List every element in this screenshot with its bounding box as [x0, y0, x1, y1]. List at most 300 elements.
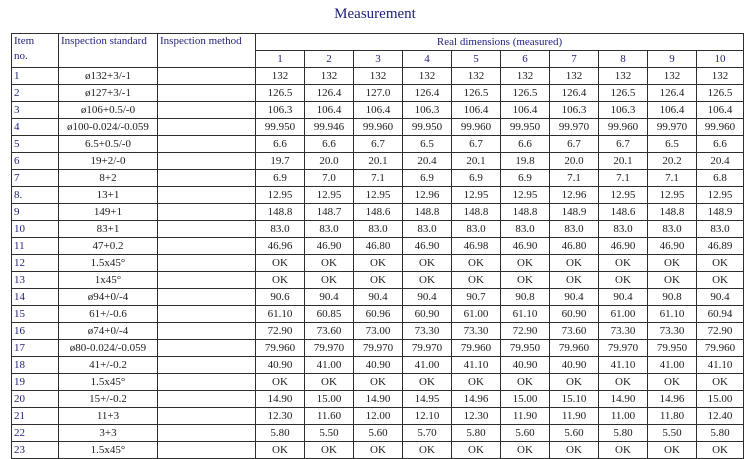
- inspection-method-cell: [158, 323, 256, 340]
- measured-value-cell: 14.96: [648, 391, 697, 408]
- measured-value-cell: 90.8: [648, 289, 697, 306]
- measured-value-cell: OK: [697, 374, 744, 391]
- measured-value-cell: 79.970: [305, 340, 354, 357]
- measured-value-cell: 20.4: [697, 153, 744, 170]
- header-real-dimensions: Real dimensions (measured): [256, 34, 744, 51]
- measured-value-cell: 12.95: [452, 187, 501, 204]
- measured-value-cell: 7.0: [305, 170, 354, 187]
- measured-value-cell: 7.1: [648, 170, 697, 187]
- measured-value-cell: 14.90: [256, 391, 305, 408]
- measured-value-cell: 12.00: [354, 408, 403, 425]
- measured-value-cell: 60.94: [697, 306, 744, 323]
- measured-value-cell: 7.1: [354, 170, 403, 187]
- measured-value-cell: 41.00: [403, 357, 452, 374]
- measured-value-cell: 60.85: [305, 306, 354, 323]
- measured-value-cell: OK: [599, 272, 648, 289]
- measured-value-cell: 61.00: [452, 306, 501, 323]
- measured-value-cell: 99.960: [354, 119, 403, 136]
- measured-value-cell: 6.6: [256, 136, 305, 153]
- inspection-method-cell: [158, 340, 256, 357]
- measured-value-cell: 126.4: [648, 85, 697, 102]
- measured-value-cell: 19.8: [501, 153, 550, 170]
- measured-value-cell: 126.5: [256, 85, 305, 102]
- measured-value-cell: 148.8: [256, 204, 305, 221]
- measured-value-cell: 83.0: [648, 221, 697, 238]
- measured-value-cell: 15.00: [501, 391, 550, 408]
- measured-value-cell: OK: [354, 374, 403, 391]
- measured-value-cell: 6.9: [256, 170, 305, 187]
- measured-value-cell: 61.10: [648, 306, 697, 323]
- measured-value-cell: OK: [501, 272, 550, 289]
- inspection-method-cell: [158, 357, 256, 374]
- table-row: [12, 221, 744, 238]
- item-number-cell: 6: [12, 153, 59, 170]
- measured-value-cell: 132: [256, 68, 305, 85]
- table-row: [12, 204, 744, 221]
- measured-value-cell: 41.00: [305, 357, 354, 374]
- measured-value-cell: 79.950: [648, 340, 697, 357]
- item-number-cell: 13: [12, 272, 59, 289]
- measured-value-cell: 79.970: [403, 340, 452, 357]
- inspection-method-cell: [158, 238, 256, 255]
- measured-value-cell: OK: [256, 374, 305, 391]
- measured-value-cell: 90.4: [403, 289, 452, 306]
- measured-value-cell: OK: [452, 272, 501, 289]
- measured-value-cell: 20.2: [648, 153, 697, 170]
- measured-value-cell: 72.90: [256, 323, 305, 340]
- measured-value-cell: 12.95: [305, 187, 354, 204]
- inspection-method-cell: [158, 442, 256, 459]
- measured-value-cell: 40.90: [501, 357, 550, 374]
- header-measurement-6: 6: [501, 51, 550, 68]
- inspection-standard-cell: ø80-0.024/-0.059: [59, 340, 158, 357]
- measured-value-cell: OK: [403, 442, 452, 459]
- table-row: [12, 289, 744, 306]
- measured-value-cell: 126.4: [550, 85, 599, 102]
- inspection-standard-cell: 6.5+0.5/-0: [59, 136, 158, 153]
- measured-value-cell: 5.60: [501, 425, 550, 442]
- measured-value-cell: 106.4: [697, 102, 744, 119]
- table-row: [12, 187, 744, 204]
- table-row: [12, 374, 744, 391]
- inspection-standard-cell: 1.5x45°: [59, 255, 158, 272]
- measured-value-cell: OK: [305, 255, 354, 272]
- measured-value-cell: 79.950: [501, 340, 550, 357]
- measured-value-cell: 6.7: [599, 136, 648, 153]
- item-number-cell: 17: [12, 340, 59, 357]
- measured-value-cell: OK: [648, 272, 697, 289]
- inspection-method-cell: [158, 153, 256, 170]
- measured-value-cell: OK: [550, 272, 599, 289]
- measured-value-cell: 73.30: [599, 323, 648, 340]
- inspection-method-cell: [158, 255, 256, 272]
- table-row: [12, 272, 744, 289]
- measured-value-cell: 6.7: [550, 136, 599, 153]
- inspection-method-cell: [158, 170, 256, 187]
- measured-value-cell: OK: [501, 442, 550, 459]
- measured-value-cell: 46.80: [550, 238, 599, 255]
- measured-value-cell: 12.95: [599, 187, 648, 204]
- measured-value-cell: 5.80: [599, 425, 648, 442]
- measured-value-cell: 83.0: [403, 221, 452, 238]
- measured-value-cell: 148.7: [305, 204, 354, 221]
- table-row: [12, 136, 744, 153]
- measured-value-cell: 46.89: [697, 238, 744, 255]
- measured-value-cell: 12.95: [697, 187, 744, 204]
- measured-value-cell: 6.6: [305, 136, 354, 153]
- measured-value-cell: 79.970: [599, 340, 648, 357]
- inspection-method-cell: [158, 119, 256, 136]
- measured-value-cell: 106.3: [403, 102, 452, 119]
- measured-value-cell: 99.960: [697, 119, 744, 136]
- measured-value-cell: 12.40: [697, 408, 744, 425]
- measured-value-cell: 60.96: [354, 306, 403, 323]
- measured-value-cell: OK: [452, 255, 501, 272]
- measured-value-cell: 41.10: [452, 357, 501, 374]
- measured-value-cell: 132: [354, 68, 403, 85]
- inspection-method-cell: [158, 391, 256, 408]
- measured-value-cell: 148.6: [354, 204, 403, 221]
- item-number-cell: 7: [12, 170, 59, 187]
- table-row: [12, 442, 744, 459]
- measured-value-cell: 6.6: [501, 136, 550, 153]
- table-row: [12, 102, 744, 119]
- measured-value-cell: OK: [648, 255, 697, 272]
- measured-value-cell: 7.1: [599, 170, 648, 187]
- measured-value-cell: 83.0: [501, 221, 550, 238]
- item-number-cell: 20: [12, 391, 59, 408]
- inspection-standard-cell: 1.5x45°: [59, 374, 158, 391]
- table-row: [12, 85, 744, 102]
- measured-value-cell: 40.90: [550, 357, 599, 374]
- measured-value-cell: 90.6: [256, 289, 305, 306]
- measured-value-cell: 46.90: [648, 238, 697, 255]
- measured-value-cell: 83.0: [550, 221, 599, 238]
- measured-value-cell: OK: [697, 255, 744, 272]
- measured-value-cell: 46.90: [599, 238, 648, 255]
- inspection-standard-cell: 83+1: [59, 221, 158, 238]
- table-row: [12, 153, 744, 170]
- measured-value-cell: OK: [550, 374, 599, 391]
- measured-value-cell: 73.30: [648, 323, 697, 340]
- header-inspection-method: Inspection method: [158, 34, 256, 68]
- measured-value-cell: 99.950: [256, 119, 305, 136]
- measured-value-cell: 14.96: [452, 391, 501, 408]
- measured-value-cell: OK: [403, 255, 452, 272]
- measured-value-cell: 148.6: [599, 204, 648, 221]
- measured-value-cell: 148.8: [403, 204, 452, 221]
- measured-value-cell: 20.1: [599, 153, 648, 170]
- measured-value-cell: 12.95: [354, 187, 403, 204]
- measured-value-cell: 12.96: [550, 187, 599, 204]
- inspection-standard-cell: 47+0.2: [59, 238, 158, 255]
- item-number-cell: 8.: [12, 187, 59, 204]
- item-number-cell: 23: [12, 442, 59, 459]
- measured-value-cell: 19.7: [256, 153, 305, 170]
- measured-value-cell: 20.0: [305, 153, 354, 170]
- table-row: [12, 408, 744, 425]
- item-number-cell: 9: [12, 204, 59, 221]
- inspection-method-cell: [158, 306, 256, 323]
- measured-value-cell: 15.00: [697, 391, 744, 408]
- item-number-cell: 15: [12, 306, 59, 323]
- inspection-standard-cell: 19+2/-0: [59, 153, 158, 170]
- measured-value-cell: 46.98: [452, 238, 501, 255]
- measured-value-cell: 90.4: [599, 289, 648, 306]
- measured-value-cell: OK: [452, 442, 501, 459]
- measured-value-cell: OK: [403, 374, 452, 391]
- inspection-standard-cell: ø106+0.5/-0: [59, 102, 158, 119]
- measured-value-cell: 12.95: [648, 187, 697, 204]
- table-row: [12, 425, 744, 442]
- measured-value-cell: 6.8: [697, 170, 744, 187]
- measured-value-cell: 72.90: [697, 323, 744, 340]
- measured-value-cell: 132: [697, 68, 744, 85]
- measured-value-cell: 6.9: [452, 170, 501, 187]
- measured-value-cell: 99.960: [599, 119, 648, 136]
- inspection-standard-cell: 61+/-0.6: [59, 306, 158, 323]
- measured-value-cell: 99.950: [403, 119, 452, 136]
- measured-value-cell: OK: [697, 442, 744, 459]
- measured-value-cell: 6.7: [452, 136, 501, 153]
- measured-value-cell: 14.90: [354, 391, 403, 408]
- measured-value-cell: 14.95: [403, 391, 452, 408]
- measured-value-cell: OK: [305, 272, 354, 289]
- measured-value-cell: 73.60: [550, 323, 599, 340]
- measurement-table: [11, 33, 744, 459]
- measured-value-cell: 126.4: [305, 85, 354, 102]
- inspection-standard-cell: 41+/-0.2: [59, 357, 158, 374]
- measured-value-cell: 11.90: [550, 408, 599, 425]
- measured-value-cell: 20.0: [550, 153, 599, 170]
- inspection-standard-cell: 149+1: [59, 204, 158, 221]
- item-number-cell: 2: [12, 85, 59, 102]
- header-measurement-7: 7: [550, 51, 599, 68]
- measured-value-cell: 6.7: [354, 136, 403, 153]
- measured-value-cell: 90.4: [305, 289, 354, 306]
- measured-value-cell: 73.30: [403, 323, 452, 340]
- header-item-no: [12, 34, 59, 68]
- item-number-cell: 12: [12, 255, 59, 272]
- item-number-cell: 3: [12, 102, 59, 119]
- measured-value-cell: OK: [599, 374, 648, 391]
- table-row: [12, 306, 744, 323]
- measured-value-cell: 5.50: [648, 425, 697, 442]
- measured-value-cell: OK: [697, 272, 744, 289]
- measured-value-cell: 79.960: [697, 340, 744, 357]
- measured-value-cell: 126.5: [452, 85, 501, 102]
- measured-value-cell: OK: [305, 442, 354, 459]
- inspection-standard-cell: 1.5x45°: [59, 442, 158, 459]
- inspection-standard-cell: ø127+3/-1: [59, 85, 158, 102]
- table-row: [12, 119, 744, 136]
- measured-value-cell: 83.0: [256, 221, 305, 238]
- measured-value-cell: OK: [648, 374, 697, 391]
- inspection-standard-cell: ø74+0/-4: [59, 323, 158, 340]
- measured-value-cell: 12.96: [403, 187, 452, 204]
- header-measurement-2: 2: [305, 51, 354, 68]
- inspection-standard-cell: 8+2: [59, 170, 158, 187]
- inspection-method-cell: [158, 68, 256, 85]
- item-number-cell: 10: [12, 221, 59, 238]
- measured-value-cell: 41.10: [697, 357, 744, 374]
- measured-value-cell: OK: [599, 442, 648, 459]
- table-body: [12, 68, 744, 459]
- measured-value-cell: 5.80: [452, 425, 501, 442]
- measured-value-cell: 126.5: [697, 85, 744, 102]
- measured-value-cell: 90.4: [550, 289, 599, 306]
- item-number-cell: 21: [12, 408, 59, 425]
- measured-value-cell: 46.80: [354, 238, 403, 255]
- measured-value-cell: 46.96: [256, 238, 305, 255]
- measured-value-cell: 5.80: [256, 425, 305, 442]
- item-number-cell: 18: [12, 357, 59, 374]
- measured-value-cell: 11.60: [305, 408, 354, 425]
- measured-value-cell: 6.9: [403, 170, 452, 187]
- table-row: [12, 357, 744, 374]
- measured-value-cell: OK: [354, 255, 403, 272]
- inspection-method-cell: [158, 272, 256, 289]
- measured-value-cell: 5.50: [305, 425, 354, 442]
- measured-value-cell: 132: [403, 68, 452, 85]
- table-row: [12, 340, 744, 357]
- inspection-standard-cell: 13+1: [59, 187, 158, 204]
- measured-value-cell: 7.1: [550, 170, 599, 187]
- header-measurement-3: 3: [354, 51, 403, 68]
- inspection-method-cell: [158, 221, 256, 238]
- measured-value-cell: 73.30: [452, 323, 501, 340]
- measured-value-cell: OK: [452, 374, 501, 391]
- measured-value-cell: 99.970: [550, 119, 599, 136]
- measured-value-cell: 79.960: [256, 340, 305, 357]
- measured-value-cell: 6.5: [403, 136, 452, 153]
- measured-value-cell: 99.960: [452, 119, 501, 136]
- measured-value-cell: 46.90: [403, 238, 452, 255]
- measured-value-cell: OK: [550, 255, 599, 272]
- table-row: [12, 323, 744, 340]
- measured-value-cell: 11.90: [501, 408, 550, 425]
- measured-value-cell: 12.30: [452, 408, 501, 425]
- measured-value-cell: 40.90: [354, 357, 403, 374]
- measured-value-cell: 126.5: [599, 85, 648, 102]
- measured-value-cell: 126.4: [403, 85, 452, 102]
- inspection-standard-cell: 1x45°: [59, 272, 158, 289]
- measured-value-cell: 90.4: [354, 289, 403, 306]
- measured-value-cell: 148.9: [550, 204, 599, 221]
- measured-value-cell: 106.3: [550, 102, 599, 119]
- measured-value-cell: 83.0: [305, 221, 354, 238]
- measured-value-cell: 106.4: [648, 102, 697, 119]
- measured-value-cell: 83.0: [354, 221, 403, 238]
- measured-value-cell: 79.960: [550, 340, 599, 357]
- header-item-label: Item: [14, 35, 35, 47]
- measured-value-cell: 106.3: [256, 102, 305, 119]
- measured-value-cell: OK: [599, 255, 648, 272]
- table-row: [12, 238, 744, 255]
- measured-value-cell: 20.1: [452, 153, 501, 170]
- table-row: [12, 255, 744, 272]
- measured-value-cell: OK: [256, 272, 305, 289]
- measured-value-cell: 132: [599, 68, 648, 85]
- measured-value-cell: 6.5: [648, 136, 697, 153]
- measured-value-cell: 11.00: [599, 408, 648, 425]
- measured-value-cell: 41.10: [599, 357, 648, 374]
- measured-value-cell: 72.90: [501, 323, 550, 340]
- measured-value-cell: 12.95: [256, 187, 305, 204]
- inspection-standard-cell: ø100-0.024/-0.059: [59, 119, 158, 136]
- inspection-method-cell: [158, 204, 256, 221]
- measured-value-cell: 132: [501, 68, 550, 85]
- measured-value-cell: 90.8: [501, 289, 550, 306]
- measured-value-cell: 11.80: [648, 408, 697, 425]
- measured-value-cell: 15.10: [550, 391, 599, 408]
- measured-value-cell: 90.4: [697, 289, 744, 306]
- measured-value-cell: 127.0: [354, 85, 403, 102]
- measured-value-cell: 46.90: [305, 238, 354, 255]
- inspection-standard-cell: ø132+3/-1: [59, 68, 158, 85]
- measured-value-cell: 106.3: [599, 102, 648, 119]
- inspection-method-cell: [158, 289, 256, 306]
- measured-value-cell: 6.6: [697, 136, 744, 153]
- measured-value-cell: OK: [354, 272, 403, 289]
- measured-value-cell: OK: [648, 442, 697, 459]
- measured-value-cell: 41.00: [648, 357, 697, 374]
- inspection-standard-cell: ø94+0/-4: [59, 289, 158, 306]
- measured-value-cell: 83.0: [452, 221, 501, 238]
- measured-value-cell: 6.9: [501, 170, 550, 187]
- item-number-cell: 19: [12, 374, 59, 391]
- table-row: [12, 391, 744, 408]
- measured-value-cell: 12.10: [403, 408, 452, 425]
- inspection-standard-cell: 15+/-0.2: [59, 391, 158, 408]
- inspection-standard-cell: 11+3: [59, 408, 158, 425]
- measured-value-cell: 12.30: [256, 408, 305, 425]
- measured-value-cell: 61.10: [501, 306, 550, 323]
- inspection-method-cell: [158, 187, 256, 204]
- item-number-cell: 16: [12, 323, 59, 340]
- measured-value-cell: 46.90: [501, 238, 550, 255]
- measured-value-cell: 99.950: [501, 119, 550, 136]
- measured-value-cell: 61.10: [256, 306, 305, 323]
- measured-value-cell: 5.60: [354, 425, 403, 442]
- measured-value-cell: 83.0: [697, 221, 744, 238]
- measured-value-cell: OK: [354, 442, 403, 459]
- measured-value-cell: OK: [550, 442, 599, 459]
- measured-value-cell: OK: [501, 374, 550, 391]
- measured-value-cell: 106.4: [452, 102, 501, 119]
- header-measurement-5: 5: [452, 51, 501, 68]
- measured-value-cell: 148.8: [648, 204, 697, 221]
- measured-value-cell: 148.8: [501, 204, 550, 221]
- inspection-method-cell: [158, 425, 256, 442]
- inspection-standard-cell: 3+3: [59, 425, 158, 442]
- header-measurement-4: 4: [403, 51, 452, 68]
- measured-value-cell: 61.00: [599, 306, 648, 323]
- measured-value-cell: 148.8: [452, 204, 501, 221]
- measured-value-cell: OK: [256, 442, 305, 459]
- inspection-method-cell: [158, 136, 256, 153]
- measured-value-cell: 12.95: [501, 187, 550, 204]
- measured-value-cell: 73.60: [305, 323, 354, 340]
- measured-value-cell: 20.4: [403, 153, 452, 170]
- measured-value-cell: 106.4: [501, 102, 550, 119]
- measured-value-cell: 79.970: [354, 340, 403, 357]
- item-number-cell: 14: [12, 289, 59, 306]
- measured-value-cell: OK: [501, 255, 550, 272]
- inspection-method-cell: [158, 408, 256, 425]
- measured-value-cell: 148.9: [697, 204, 744, 221]
- inspection-method-cell: [158, 374, 256, 391]
